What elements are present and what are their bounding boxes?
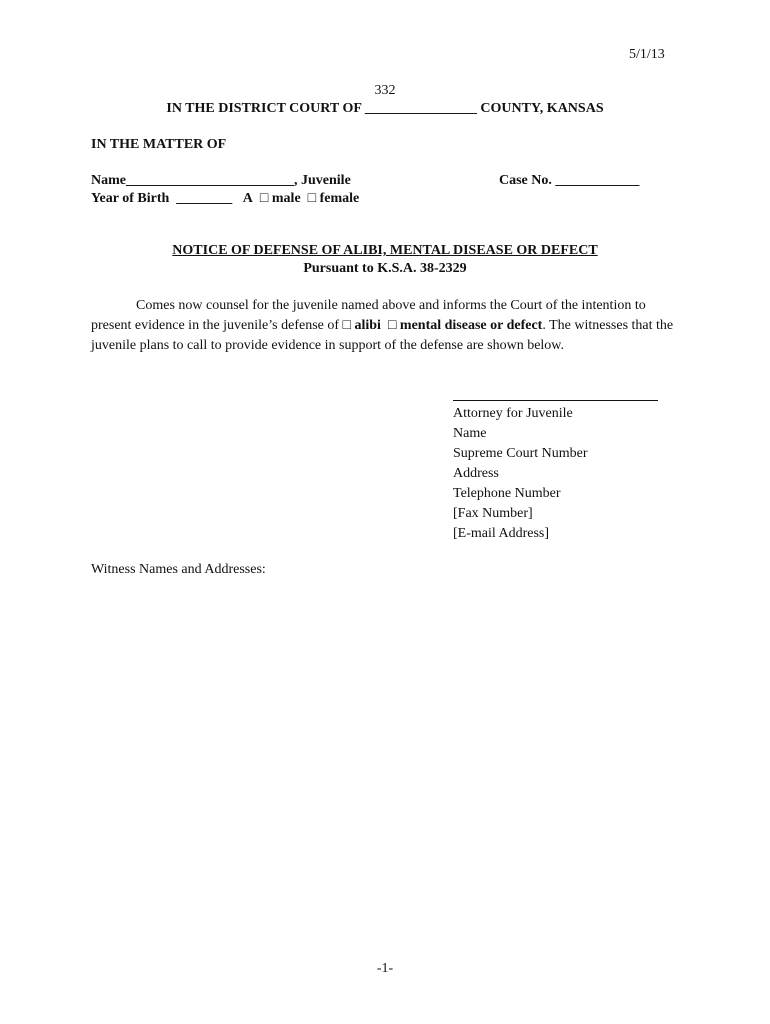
birth-line bbox=[91, 191, 359, 207]
case-no-blank[interactable]: ____________ bbox=[555, 173, 640, 188]
page-number: -1- bbox=[376, 961, 394, 976]
male-label: male bbox=[271, 191, 301, 206]
matter-label: IN THE MATTER OF bbox=[91, 137, 227, 152]
case-no-label: Case No. bbox=[499, 173, 552, 188]
attorney-address: Address bbox=[453, 466, 499, 481]
name-blank[interactable]: ________________________ bbox=[126, 173, 294, 188]
attorney-signature-line[interactable] bbox=[453, 400, 658, 401]
attorney-email: [E-mail Address] bbox=[453, 526, 550, 541]
attorney-telephone: Telephone Number bbox=[453, 486, 561, 501]
female-checkbox[interactable]: □ bbox=[307, 191, 317, 206]
female-label: female bbox=[319, 191, 360, 206]
name-line bbox=[91, 173, 351, 189]
document-subtitle: Pursuant to K.S.A. 38-2329 bbox=[303, 261, 467, 276]
a-label: A bbox=[242, 191, 253, 206]
alibi-checkbox[interactable]: □ bbox=[342, 318, 351, 333]
juvenile-suffix: , Juvenile bbox=[294, 173, 351, 188]
year-of-birth-label: Year of Birth bbox=[91, 191, 170, 206]
witness-label: Witness Names and Addresses: bbox=[91, 562, 266, 577]
attorney-supreme-court-number: Supreme Court Number bbox=[453, 446, 588, 461]
county-blank[interactable]: ________________ bbox=[364, 101, 477, 116]
male-checkbox[interactable]: □ bbox=[259, 191, 269, 206]
name-label: Name bbox=[91, 173, 126, 188]
court-heading bbox=[0, 101, 770, 117]
body-text-2: . The witnesses that the juvenile plans to call to provide evidence in support of the defense are shown below. bbox=[91, 318, 674, 353]
form-number: 332 bbox=[374, 83, 396, 98]
alibi-label: alibi bbox=[354, 318, 381, 333]
year-of-birth-blank[interactable]: ________ bbox=[176, 191, 233, 206]
attorney-name: Name bbox=[453, 426, 487, 441]
court-heading-left: IN THE DISTRICT COURT OF bbox=[166, 101, 362, 116]
attorney-fax: [Fax Number] bbox=[453, 506, 533, 521]
attorney-block bbox=[453, 404, 588, 544]
mental-disease-checkbox[interactable]: □ bbox=[387, 318, 397, 333]
case-number-line bbox=[499, 173, 639, 189]
court-heading-right: COUNTY, KANSAS bbox=[480, 101, 604, 116]
body-paragraph bbox=[91, 296, 681, 356]
date: 5/1/13 bbox=[629, 47, 665, 62]
document-title: NOTICE OF DEFENSE OF ALIBI, MENTAL DISEASE OR DEFECT bbox=[172, 243, 598, 258]
body-text-1: Comes now counsel for the juvenile named above and informs the Court of the intention to present evidence in the juvenile’s defense of bbox=[91, 298, 646, 333]
mental-disease-label: mental disease or defect bbox=[399, 318, 543, 333]
attorney-title: Attorney for Juvenile bbox=[453, 406, 573, 421]
